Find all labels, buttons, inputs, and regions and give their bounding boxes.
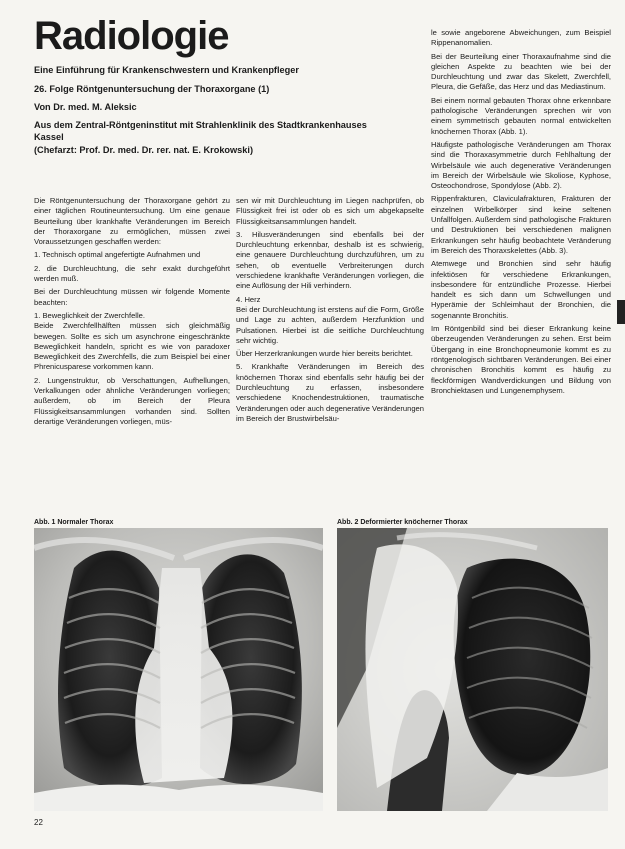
paragraph: Atemwege und Bronchien sind sehr häufig infektiösen für verschiedene Erkrankungen, insbesondere für entzündliche Prozesse. Hierbei handelt es sich dann um Schwellungen und Hyperämie der Schleimhaut der Bronchien, die sogenannte Bronchitis. bbox=[431, 259, 611, 320]
page-edge-mark bbox=[617, 300, 625, 324]
paragraph: 3. Hilusveränderungen sind ebenfalls bei der Durchleuchtung erkennbar, deshalb ist es schwierig, eine genauere Durchleuchtung durchzuführen, um zu sehen, ob eventuelle Verbreiterungen durch verschiedene krankhafte Veränderungen vorliegen, die eine Auflösung der Hili verhindern. bbox=[236, 229, 424, 291]
figure-1-xray-image bbox=[34, 528, 323, 811]
xray-deformed-thorax bbox=[337, 528, 608, 811]
paragraph: Die Röntgenuntersuchung der Thoraxorgane gehört zu einer täglichen Routineuntersuchung. Um eine genaue Beurteilung über krankhafte Veränderungen im Bereich der Thoraxorgane zu ermöglichen, müssen zwei Voraussetzungen geschaffen werden: bbox=[34, 196, 230, 247]
paragraph: 4. Herz Bei der Durchleuchtung ist erstens auf die Form, Größe und Lage zu achten, außerdem Herzfunktion und Pulsationen. Hierbei ist die seitliche Durchleuchtung sehr wichtig. bbox=[236, 294, 424, 345]
text-column-3 bbox=[431, 28, 611, 399]
paragraph: 2. Lungenstruktur, ob Verschattungen, Aufhellungen, Verkalkungen oder ähnliche Veränderungen vorliegen; außerdem, ob im Bereich der Pleura Flüssigkeitsansammlungen vorhanden sind. Sollten derartige Veränderungen vorliegen, müs- bbox=[34, 375, 230, 426]
paragraph: Rippenfrakturen, Claviculafrakturen, Frakturen der einzelnen Wirbelkörper sind keine seltenen Unfallfolgen. Außerdem sind pathologische Frakturen und Destruktionen bei verschiedenen malignen Erkrankungen sehr häufig beobachtete Veränderung im Bereich des Thoraxskelettes (Abb. 3). bbox=[431, 194, 611, 255]
author-line: Von Dr. med. M. Aleksic bbox=[34, 102, 137, 112]
text-column-2 bbox=[236, 196, 424, 427]
paragraph: Im Röntgenbild sind bei dieser Erkrankung keine überzeugenden Veränderungen zu sehen. Erst beim Übergang in eine Bronchopneumonie kommt es zu röntgenologisch sichtbaren Veränderungen. Bei einer chronischen Bronchitis kommt es häufig zu fleckförmigen Wandverdickungen und Bildung von Bronchiektasen und Lungenemphysem. bbox=[431, 324, 611, 395]
paragraph: 1. Technisch optimal angefertigte Aufnahmen und bbox=[34, 250, 201, 260]
text-column-1 bbox=[34, 196, 230, 430]
institute-line: Aus dem Zentral-Röntgeninstitut mit Strahlenklinik des Stadtkrankenhauses Kassel bbox=[34, 120, 367, 142]
series-line: 26. Folge Röntgenuntersuchung der Thoraxorgane (1) bbox=[34, 84, 270, 94]
paragraph: sen wir mit Durchleuchtung im Liegen nachprüfen, ob Flüssigkeit frei ist oder ob es sich um abgekapselte Flüssigkeitsansammlungen handelt. bbox=[236, 196, 424, 226]
paragraph: 5. Krankhafte Veränderungen im Bereich des knöchernen Thorax sind ebenfalls sehr häufig bei der Durchleuchtung zu erfassen, insbesondere verschiedene Knochendestruktionen, traumatische Veränderungen oder auch degenerative Veränderungen im Bereich der Brustwirbelsäu- bbox=[236, 362, 424, 423]
figure-2-xray-image bbox=[337, 528, 608, 811]
paragraph: Bei einem normal gebauten Thorax ohne erkennbare pathologische Veränderungen sprechen wir von einem symmetrisch gebauten normal entwickelten knöchernen Thorax (Abb. 1). bbox=[431, 95, 611, 136]
figure-2-caption: Abb. 2 Deformierter knöcherner Thorax bbox=[337, 519, 468, 526]
article-subtitle: Eine Einführung für Krankenschwestern und Krankenpfleger bbox=[34, 65, 299, 75]
paragraph: Bei der Durchleuchtung müssen wir folgende Momente beachten: bbox=[34, 287, 230, 307]
article-title: Radiologie bbox=[34, 14, 229, 58]
chief-line: (Chefarzt: Prof. Dr. med. Dr. rer. nat. E. Krokowski) bbox=[34, 145, 254, 155]
paragraph: 2. die Durchleuchtung, die sehr exakt durchgeführt werden muß. bbox=[34, 263, 230, 284]
paragraph: Bei der Beurteilung einer Thoraxaufnahme sind die gleichen Aspekte zu beachten wie bei der Durchleuchtung und zwar das Skelett, Zwerchfell, Pleura, die Gefäße, das Herz und das Mediastinum. bbox=[431, 51, 611, 92]
paragraph: 1. Beweglichkeit der Zwerchfelle. Beide Zwerchfellhälften müssen sich gleichmäßig bewegen. Sollte es sich um asynchrone eingeschränkte Beweglichkeit handeln, spricht es wie von paradoxer Beweglichkeit des Zwerchfells, die zum Beispiel bei einer Phrenicusparese vorkommen kann. bbox=[34, 310, 230, 372]
paragraph: Über Herzerkrankungen wurde hier bereits berichtet. bbox=[236, 349, 413, 359]
xray-normal-thorax bbox=[34, 528, 323, 811]
paragraph: le sowie angeborene Abweichungen, zum Beispiel Rippenanomalien. bbox=[431, 28, 611, 48]
paragraph: Häufigste pathologische Veränderungen am Thorax sind die Thoraxasymmetrie durch Fehlhaltung der Wirbelsäule wie auch degenerative Veränderungen im Bereich der Wirbelsäule wie Skoliose, Kyphose, Osteochondrose, Spondylose (Abb. 2). bbox=[431, 139, 611, 191]
figure-1-caption: Abb. 1 Normaler Thorax bbox=[34, 519, 114, 526]
page-number: 22 bbox=[34, 818, 43, 827]
